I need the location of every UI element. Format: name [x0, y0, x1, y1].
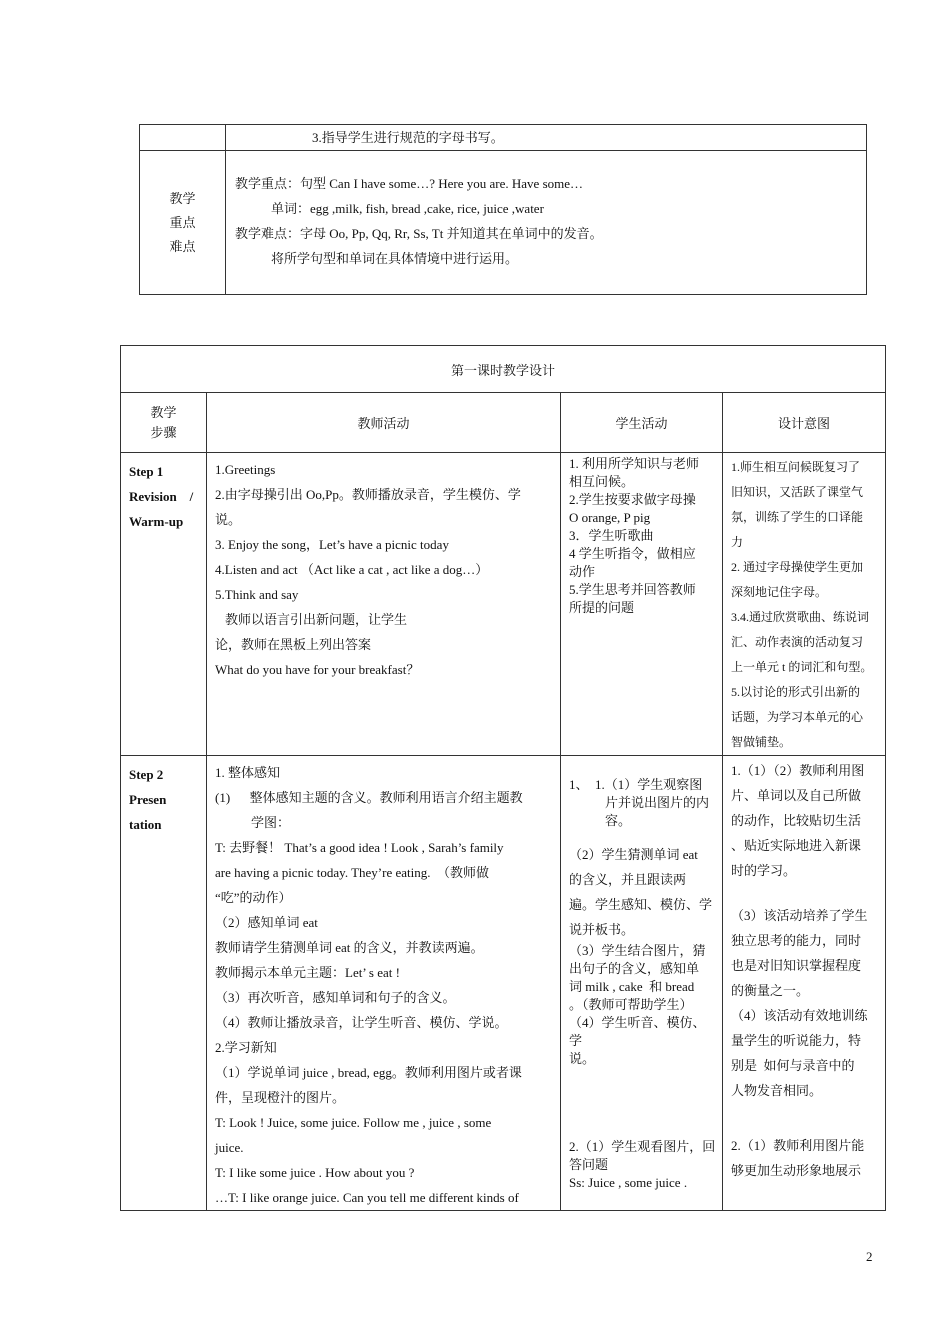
student-line: （2）学生猜测单词 eat	[569, 847, 698, 862]
teacher-line: (1) 整体感知主题的含义。教师利用语言介绍主题教	[215, 790, 523, 805]
step1-teacher	[207, 453, 561, 756]
teacher-line: 1.Greetings	[215, 462, 276, 477]
label-line: 教学	[169, 190, 196, 206]
intent-line: 人物发音相同。	[731, 1083, 823, 1098]
teacher-line: 说。	[215, 512, 242, 527]
student-line: 容。	[605, 813, 632, 828]
key-point-words: 单词：egg ,milk, fish, bread ,cake, rice, juice ,water	[271, 201, 544, 216]
intent-line: 量学生的听说能力，特	[731, 1033, 862, 1048]
intent-line: （4）该活动有效地训练	[731, 1008, 868, 1023]
intent-line: 、贴近实际地进入新课	[731, 838, 862, 853]
intent-line: 话题，为学习本单元的心	[731, 710, 864, 724]
step2-teacher	[207, 756, 561, 1211]
teacher-line: （2）感知单词 eat	[215, 915, 318, 930]
writing-goal-cell	[226, 125, 867, 151]
student-line: 词 milk , cake 和 bread	[569, 979, 695, 994]
teacher-line: T: I like some juice . How about you ?	[215, 1165, 415, 1180]
step2-intent	[723, 756, 886, 1211]
intent-line: （3）该活动培养了学生	[731, 908, 868, 923]
intent-line: 的衡量之一。	[731, 983, 810, 998]
intent-line: 的动作，比较贴切生活	[731, 813, 862, 828]
header-step-line: 步骤	[150, 424, 177, 440]
student-line: 说。	[569, 1051, 596, 1066]
teacher-line: 2.学习新知	[215, 1040, 277, 1055]
page-number: 2	[866, 1249, 873, 1264]
lesson-design-table	[120, 345, 886, 1211]
teacher-line: 论，教师在黑板上列出答案	[215, 637, 372, 652]
intent-line: 旧知识，又活跃了课堂气	[731, 485, 864, 499]
label-line: 重点	[169, 214, 196, 230]
header-teacher: 教师活动	[207, 393, 561, 453]
intent-line: 汇、动作表演的活动复习	[731, 635, 864, 649]
student-line: 1、 1.（1）学生观察图	[569, 777, 703, 792]
step-label-line: Presen	[129, 792, 167, 807]
intent-line: 独立思考的能力，同时	[731, 933, 862, 948]
student-line: （4）学生听音、模仿、学	[569, 1015, 706, 1048]
step-label-line: Step 2	[129, 767, 164, 782]
teacher-line: 1. 整体感知	[215, 765, 281, 780]
teacher-line: “吃”的动作）	[215, 890, 292, 905]
step-label-line: tation	[129, 817, 162, 832]
step2-student	[561, 756, 723, 1211]
teacher-line: 3. Enjoy the song，Let’s have a picnic today	[215, 537, 449, 552]
teacher-line: 4.Listen and act （Act like a cat , act like a dog…）	[215, 562, 489, 577]
step-label-line: Warm-up	[129, 514, 184, 529]
intent-line: 2. 通过字母操使学生更加	[731, 560, 864, 574]
student-line: 出句子的含义，感知单	[569, 961, 700, 976]
student-line: （3）学生结合图片，猜	[569, 943, 706, 958]
teacher-line: T: Look ! Juice, some juice. Follow me , juice , some	[215, 1115, 492, 1130]
header-intent: 设计意图	[723, 393, 886, 453]
student-line: 3．学生听歌曲	[569, 528, 654, 543]
header-step-line: 教学	[150, 404, 177, 420]
intent-line: 氛，训练了学生的口译能	[731, 510, 864, 524]
header-step	[121, 393, 207, 453]
student-line: 所提的问题	[569, 600, 635, 615]
student-line: 2.学生按要求做字母操	[569, 492, 696, 507]
teacher-line: 2.由字母操引出 Oo,Pp。教师播放录音，学生模仿、学	[215, 487, 521, 502]
teacher-line: What do you have for your breakfast？	[215, 662, 420, 677]
student-line: 相互问候。	[569, 474, 635, 489]
teacher-line: T: 去野餐！ That’s a good idea ! Look , Sarah’s family	[215, 840, 504, 855]
student-line: 答问题	[569, 1157, 609, 1172]
student-line: 1. 利用所学知识与老师	[569, 456, 700, 471]
teacher-line: 学图：	[251, 815, 291, 830]
teacher-line: 教师揭示本单元主题：Let’ s eat !	[215, 965, 400, 980]
empty-cell	[140, 125, 226, 151]
teacher-line: 教师请学生猜测单词 eat 的含义，并教读两遍。	[215, 940, 484, 955]
step1-label	[121, 453, 207, 756]
intent-line: 1.师生相互问候既复习了	[731, 460, 861, 474]
student-line: 5.学生思考并回答教师	[569, 582, 696, 597]
intent-line: 智做铺垫。	[731, 735, 792, 749]
intent-line: 片、单词以及自己所做	[731, 788, 862, 803]
intent-line: 深刻地记住字母。	[731, 585, 828, 599]
writing-goal-text: 3.指导学生进行规范的字母书写。	[312, 130, 504, 145]
intent-line: 3.4.通过欣赏歌曲、练说词	[731, 610, 870, 624]
student-line: O orange, P pig	[569, 510, 651, 525]
student-line: 遍。学生感知、模仿、学	[569, 897, 713, 912]
teacher-line: …T: I like orange juice. Can you tell me different kinds of	[215, 1190, 519, 1205]
step1-student	[561, 453, 723, 756]
intent-line: 上一单元 t 的词汇和句型。	[731, 660, 873, 674]
intent-line: 够更加生动形象地展示	[731, 1163, 862, 1178]
teacher-line: 5.Think and say	[215, 587, 299, 602]
difficult-point-letters: 教学难点：字母 Oo, Pp, Qq, Rr, Ss, Tt 并知道其在单词中的发音。	[235, 226, 603, 241]
student-line: 说并板书。	[569, 922, 635, 937]
step-label-line: Step 1	[129, 464, 164, 479]
step2-label	[121, 756, 207, 1211]
key-points-content	[226, 151, 867, 295]
intent-line: 2.（1）教师利用图片能	[731, 1138, 865, 1153]
student-line: Ss: Juice , some juice .	[569, 1175, 688, 1190]
step-label-line: Revision /	[129, 489, 194, 504]
key-point-sentence: 教学重点：句型 Can I have some…? Here you are. Have some…	[235, 176, 584, 191]
teacher-line: （3）再次听音，感知单词和句子的含义。	[215, 990, 456, 1005]
student-line: 。（教师可帮助学生）	[569, 997, 693, 1012]
teacher-line: 教师以语言引出新问题，让学生	[225, 612, 408, 627]
student-line: 动作	[569, 564, 596, 579]
intent-line: 时的学习。	[731, 863, 797, 878]
teacher-line: 件，呈现橙汁的图片。	[215, 1090, 346, 1105]
step1-intent	[723, 453, 886, 756]
intent-line: 别是 如何与录音中的	[731, 1058, 855, 1073]
teacher-line: （1）学说单词 juice , bread, egg。教师利用图片或者课	[215, 1065, 522, 1080]
key-points-label	[140, 151, 226, 295]
teacher-line: are having a picnic today. They’re eating. （教师做	[215, 865, 489, 880]
intent-line: 力	[731, 535, 744, 549]
intent-line: 也是对旧知识掌握程度	[731, 958, 862, 973]
objectives-table	[139, 124, 867, 295]
header-student: 学生活动	[561, 393, 723, 453]
intent-line: 1.（1）（2）教师利用图	[731, 763, 865, 778]
student-line: 的含义，并且跟读两	[569, 872, 687, 887]
label-line: 难点	[169, 238, 196, 254]
student-line: 4 学生听指令，做相应	[569, 546, 696, 561]
student-line: 片并说出图片的内	[605, 795, 710, 810]
teacher-line: juice.	[215, 1140, 244, 1155]
difficult-point-usage: 将所学句型和单词在具体情境中进行运用。	[271, 251, 519, 266]
student-line: 2.（1）学生观看图片，回	[569, 1139, 716, 1154]
table-title: 第一课时教学设计	[121, 346, 886, 393]
intent-line: 5.以讨论的形式引出新的	[731, 685, 861, 699]
teacher-line: （4）教师让播放录音，让学生听音、模仿、学说。	[215, 1015, 508, 1030]
